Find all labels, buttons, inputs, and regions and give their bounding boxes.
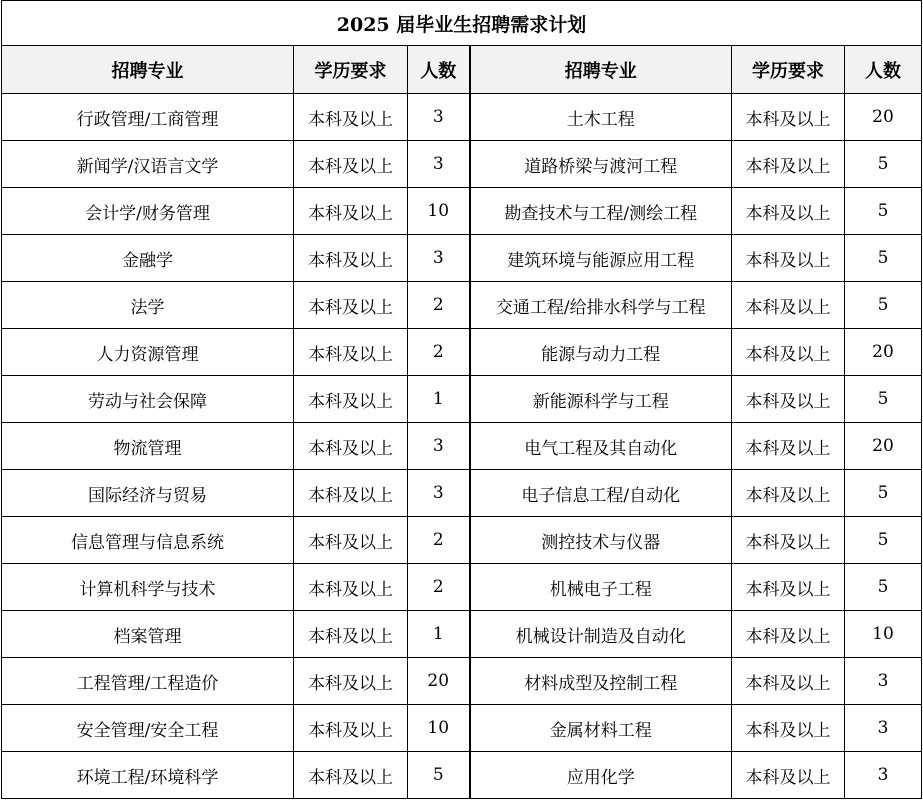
major-cell-right: 金属材料工程 (470, 705, 732, 752)
education-cell-right: 本科及以上 (732, 282, 845, 329)
table-row (2, 752, 922, 799)
education-cell-right: 本科及以上 (732, 611, 845, 658)
education-cell-left: 本科及以上 (294, 188, 408, 235)
table-row (2, 423, 922, 470)
table-row (2, 470, 922, 517)
header-education-right: 学历要求 (732, 46, 845, 94)
major-cell-left: 国际经济与贸易 (2, 470, 294, 517)
education-cell-left: 本科及以上 (294, 235, 408, 282)
count-cell-right: 5 (845, 235, 922, 282)
education-cell-left: 本科及以上 (294, 564, 408, 611)
major-cell-right: 材料成型及控制工程 (470, 658, 732, 705)
major-cell-right: 测控技术与仪器 (470, 517, 732, 564)
count-cell-left: 3 (408, 423, 470, 470)
major-cell-left: 安全管理/安全工程 (2, 705, 294, 752)
count-cell-right: 20 (845, 329, 922, 376)
education-cell-left: 本科及以上 (294, 94, 408, 141)
major-cell-right: 交通工程/给排水科学与工程 (470, 282, 732, 329)
count-cell-left: 5 (408, 752, 470, 799)
major-cell-left: 新闻学/汉语言文学 (2, 141, 294, 188)
major-cell-right: 应用化学 (470, 752, 732, 799)
major-cell-left: 信息管理与信息系统 (2, 517, 294, 564)
education-cell-right: 本科及以上 (732, 564, 845, 611)
table-body (2, 94, 922, 799)
count-cell-left: 2 (408, 564, 470, 611)
count-cell-right: 5 (845, 517, 922, 564)
count-cell-left: 3 (408, 470, 470, 517)
major-cell-left: 档案管理 (2, 611, 294, 658)
count-cell-left: 1 (408, 376, 470, 423)
major-cell-left: 金融学 (2, 235, 294, 282)
education-cell-right: 本科及以上 (732, 658, 845, 705)
major-cell-right: 建筑环境与能源应用工程 (470, 235, 732, 282)
major-cell-right: 电气工程及其自动化 (470, 423, 732, 470)
education-cell-right: 本科及以上 (732, 235, 845, 282)
education-cell-left: 本科及以上 (294, 282, 408, 329)
count-cell-right: 5 (845, 141, 922, 188)
major-cell-left: 计算机科学与技术 (2, 564, 294, 611)
education-cell-left: 本科及以上 (294, 705, 408, 752)
education-cell-right: 本科及以上 (732, 376, 845, 423)
education-cell-right: 本科及以上 (732, 329, 845, 376)
education-cell-left: 本科及以上 (294, 329, 408, 376)
count-cell-right: 20 (845, 94, 922, 141)
education-cell-right: 本科及以上 (732, 752, 845, 799)
count-cell-right: 3 (845, 752, 922, 799)
major-cell-left: 行政管理/工商管理 (2, 94, 294, 141)
count-cell-right: 5 (845, 188, 922, 235)
major-cell-right: 土木工程 (470, 94, 732, 141)
major-cell-left: 劳动与社会保障 (2, 376, 294, 423)
header-count-right: 人数 (845, 46, 922, 94)
count-cell-right: 5 (845, 564, 922, 611)
count-cell-left: 2 (408, 517, 470, 564)
table-row (2, 141, 922, 188)
education-cell-left: 本科及以上 (294, 470, 408, 517)
count-cell-right: 3 (845, 658, 922, 705)
major-cell-left: 工程管理/工程造价 (2, 658, 294, 705)
education-cell-left: 本科及以上 (294, 517, 408, 564)
table-row (2, 94, 922, 141)
count-cell-right: 3 (845, 705, 922, 752)
education-cell-left: 本科及以上 (294, 423, 408, 470)
recruitment-table (1, 0, 922, 799)
header-major-left: 招聘专业 (2, 46, 294, 94)
count-cell-right: 5 (845, 376, 922, 423)
table-row (2, 376, 922, 423)
education-cell-right: 本科及以上 (732, 423, 845, 470)
count-cell-left: 20 (408, 658, 470, 705)
recruitment-plan-document (1, 0, 921, 799)
table-row (2, 564, 922, 611)
table-row (2, 658, 922, 705)
page-bottom-edge (0, 803, 923, 807)
header-count-left: 人数 (408, 46, 470, 94)
count-cell-left: 3 (408, 94, 470, 141)
header-major-right: 招聘专业 (470, 46, 732, 94)
education-cell-left: 本科及以上 (294, 376, 408, 423)
major-cell-right: 机械电子工程 (470, 564, 732, 611)
major-cell-left: 法学 (2, 282, 294, 329)
count-cell-left: 10 (408, 705, 470, 752)
count-cell-left: 1 (408, 611, 470, 658)
education-cell-left: 本科及以上 (294, 752, 408, 799)
education-cell-right: 本科及以上 (732, 517, 845, 564)
table-row (2, 611, 922, 658)
count-cell-right: 10 (845, 611, 922, 658)
major-cell-right: 新能源科学与工程 (470, 376, 732, 423)
count-cell-right: 5 (845, 282, 922, 329)
education-cell-right: 本科及以上 (732, 94, 845, 141)
major-cell-right: 电子信息工程/自动化 (470, 470, 732, 517)
major-cell-right: 机械设计制造及自动化 (470, 611, 732, 658)
education-cell-left: 本科及以上 (294, 658, 408, 705)
table-row (2, 705, 922, 752)
count-cell-left: 3 (408, 141, 470, 188)
table-row (2, 282, 922, 329)
major-cell-left: 人力资源管理 (2, 329, 294, 376)
table-row (2, 517, 922, 564)
education-cell-left: 本科及以上 (294, 611, 408, 658)
count-cell-right: 20 (845, 423, 922, 470)
header-education-left: 学历要求 (294, 46, 408, 94)
major-cell-left: 会计学/财务管理 (2, 188, 294, 235)
count-cell-left: 3 (408, 235, 470, 282)
education-cell-right: 本科及以上 (732, 470, 845, 517)
count-cell-left: 10 (408, 188, 470, 235)
header-row (2, 46, 922, 94)
major-cell-left: 环境工程/环境科学 (2, 752, 294, 799)
major-cell-right: 勘查技术与工程/测绘工程 (470, 188, 732, 235)
table-title: 2025 届毕业生招聘需求计划 (2, 1, 922, 46)
table-row (2, 329, 922, 376)
count-cell-right: 5 (845, 470, 922, 517)
table-row (2, 235, 922, 282)
count-cell-left: 2 (408, 329, 470, 376)
count-cell-left: 2 (408, 282, 470, 329)
major-cell-right: 道路桥梁与渡河工程 (470, 141, 732, 188)
table-row (2, 188, 922, 235)
education-cell-right: 本科及以上 (732, 705, 845, 752)
major-cell-right: 能源与动力工程 (470, 329, 732, 376)
education-cell-right: 本科及以上 (732, 141, 845, 188)
major-cell-left: 物流管理 (2, 423, 294, 470)
education-cell-left: 本科及以上 (294, 141, 408, 188)
education-cell-right: 本科及以上 (732, 188, 845, 235)
